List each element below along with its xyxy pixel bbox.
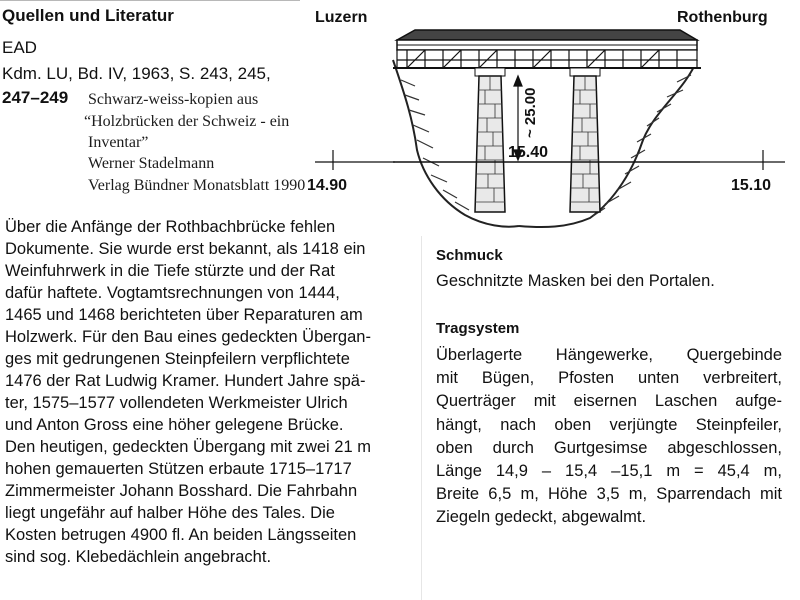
- history-line: und Anton Gross eine höher gelegene Brücke.: [5, 416, 344, 434]
- note-line: Werner Stadelmann: [88, 155, 215, 172]
- history-line: Kosten betrugen 4900 fl. An beiden Längsseiten: [5, 526, 357, 544]
- dimension-lines: [315, 76, 785, 170]
- tragsystem-heading: Tragsystem: [436, 320, 520, 337]
- schmuck-heading: Schmuck: [436, 247, 503, 264]
- history-line: Den heutigen, gedeckten Übergang mit zwei 21 m: [5, 438, 371, 456]
- tragsystem-line: hängt, nach oben verjüngte Steinpfeiler,: [436, 415, 782, 434]
- history-line: ges mit gedrungenen Steinpfeilern verpflichtete: [5, 350, 350, 368]
- history-line: Über die Anfänge der Rothbachbrücke fehlen: [5, 218, 336, 236]
- right-bank-label: Rothenburg: [677, 9, 768, 26]
- history-line: Weinfuhrwerk in die Tiefe stürzte und der Rat: [5, 262, 335, 280]
- span-left-label: 14.90: [307, 177, 348, 194]
- note-line: Inventar”: [88, 134, 149, 151]
- tragsystem-line: mit Bügen, Pfosten unten verbreitert,: [436, 369, 782, 388]
- history-line: ter, 1575–1577 vollendeten Werkmeister Ulrich: [5, 394, 348, 412]
- bridge-diagram: [305, 0, 800, 230]
- history-line: sind sog. Klebedächlein angebracht.: [5, 548, 272, 566]
- bridge-roof: [397, 30, 697, 50]
- tragsystem-line: oben durch Gurtgesimse abgeschlossen,: [436, 438, 782, 457]
- tragsystem-line: Breite 6,5 m, Höhe 3,5 m, Sparrendach mit: [436, 485, 782, 504]
- tragsystem-line: Länge 14,9 – 15,4 –15,1 m = 45,4 m,: [436, 462, 782, 481]
- bridge-truss: [393, 50, 701, 68]
- height-label: ~ 25.00: [522, 87, 539, 138]
- history-line: liegt ungefähr auf halber Höhe des Tales. Die: [5, 504, 335, 522]
- sources-line: 247–249: [2, 88, 69, 107]
- history-paragraph: [5, 216, 421, 568]
- left-bank-label: Luzern: [315, 9, 368, 26]
- left-pillar: [475, 68, 505, 212]
- history-line: dafür haftete. Vogtamtsrechnungen von 1444,: [5, 284, 340, 302]
- history-line: Holzwerk. Für den Bau eines gedeckten Übergan-: [5, 328, 371, 346]
- span-right-label: 15.10: [731, 177, 772, 194]
- tragsystem-line: Überlagerte Hängewerke, Quergebinde: [436, 346, 782, 364]
- tragsystem-line: Ziegeln gedeckt, abgewalmt.: [436, 508, 647, 527]
- history-line: Dokumente. Sie wurde erst bekannt, als 1418 ein: [5, 240, 366, 258]
- top-rule: [0, 0, 300, 1]
- schmuck-text: Geschnitzte Masken bei den Portalen.: [436, 272, 715, 290]
- history-line: hohen gemauerten Stützen erbaute 1715–1717: [5, 460, 352, 478]
- note-line: “Holzbrücken der Schweiz - ein: [84, 113, 290, 130]
- sources-line: Kdm. LU, Bd. IV, 1963, S. 243, 245,: [2, 64, 271, 83]
- tragsystem-text: [436, 344, 782, 530]
- note-line: Schwarz-weiss-kopien aus: [88, 91, 259, 108]
- history-line: Zimmermeister Johann Bosshard. Die Fahrbahn: [5, 482, 358, 500]
- note-line: Verlag Bündner Monatsblatt 1990: [88, 177, 306, 194]
- tragsystem-line: Querträger mit eisernen Laschen aufge-: [436, 392, 782, 411]
- history-line: 1476 der Rat Ludwig Kramer. Hundert Jahre spä-: [5, 372, 366, 390]
- sources-title: Quellen und Literatur: [2, 6, 174, 25]
- span-middle-label: 15.40: [508, 144, 549, 161]
- history-line: 1465 und 1468 berichteten über Reparaturen am: [5, 306, 363, 324]
- right-pillar: [570, 68, 600, 212]
- sources-line: EAD: [2, 38, 37, 57]
